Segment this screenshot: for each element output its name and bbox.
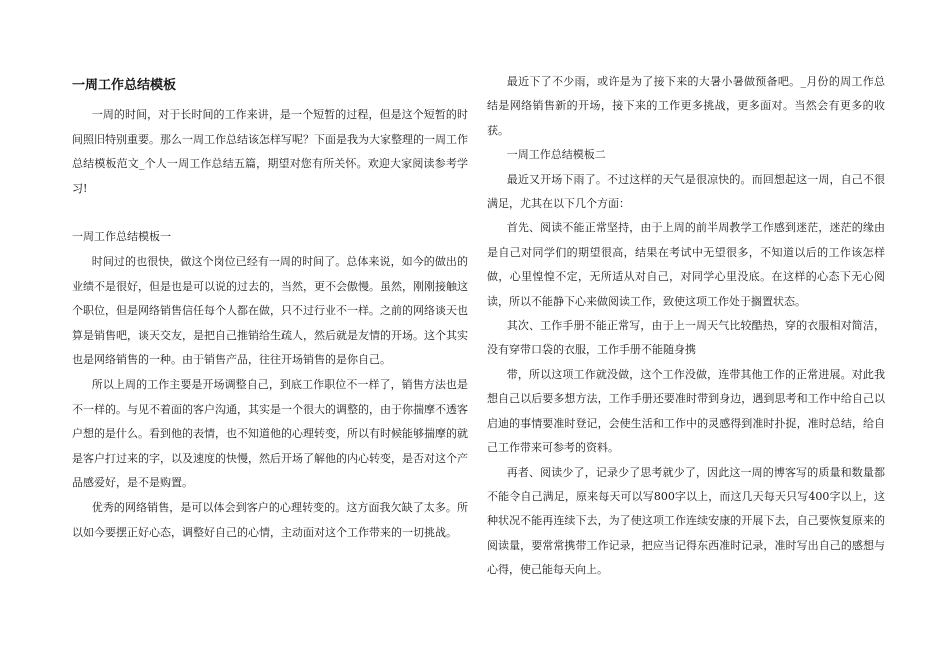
section2-paragraph-4: 带，所以这项工作就没做，这个工作没做，连带其他工作的正常进展。对此我想自己以后要多想方法，工作手册还要准时带到身边，遇到思考和工作中给自己以启迪的事情要准时登记，会使生活和工作中的灵感得到准时扑捉，准时总结，给自己工作带来可参考的资料。 <box>487 367 885 455</box>
section1-paragraph-2: 所以上周的工作主要是开场调整自己，到底工作职位不一样了，销售方法也是不一样的。与见不着面的客户沟通，其实是一个很大的调整的，由于你揣摩不透客户想的是什么。看到他的表情，也不知道他的心理转变，所以有时候能够揣摩的就是客户打过来的字，以及速度的快慢，然后开场了解他的内心转变，是否对这个产品感爱好，是不是购置。 <box>72 377 468 490</box>
document-title: 一周工作总结模板 <box>72 78 177 93</box>
section2-paragraph-5: 再者、阅读少了，记录少了思考就少了，因此这一周的博客写的质量和数量都不能令自己满足，原来每天可以写800字以上，而这几天每天只写400字以上，这种状况不能再连续下去，为了使这项工作连续安康的开展下去，自己要恢复原来的阅读量，要常常携带工作记录，把应当记得东西准时记录，准时写出自己的感想与心得，使己能每天向上。 <box>487 465 885 577</box>
section-heading-1: 一周工作总结模板一 <box>72 230 171 244</box>
section2-paragraph-1: 最近又开场下雨了。不过这样的天气是很凉快的。而回想起这一周，自己不很满足，尤其在以下几个方面： <box>487 172 885 211</box>
continuation-paragraph: 最近下了不少雨，或许是为了接下来的大暑小暑做预备吧。_月份的周工作总结是网络销售新的开场，接下来的工作更多挑战，更多面对。当然会有更多的收获。 <box>487 75 885 137</box>
section-heading-2: 一周工作总结模板二 <box>506 148 606 162</box>
section2-paragraph-3: 其次、工作手册不能正常写，由于上一周天气比较酷热，穿的衣服相对简洁，没有穿带口袋的衣服，工作手册不能随身携 <box>487 319 885 357</box>
section2-paragraph-2: 首先、阅读不能正常坚持，由于上周的前半周教学工作感到迷茫，迷茫的缘由是自己对同学们的期望很高，结果在考试中无望很多，不知道以后的工作该怎样做，心里惶惶不定，无所适从对自己，对同学心里没底。在这样的心态下无心阅读，所以不能静下心来做阅读工作，致使这项工作处于搁置状态。 <box>487 221 885 308</box>
section1-paragraph-1: 时间过的也很快，做这个岗位已经有一周的时间了。总体来说，如今的做出的业绩不是很好，但是也是可以说的过去的，当然，更不会傲慢。虽然，刚刚接触这个职位，但是网络销售信任每个人都在做，只不过行业不一样。之前的网络谈天也算是销售吧，谈天交友，是把自己推销给生疏人，然后就是友情的开场。这个其实也是网络销售的一种。由于销售产品，往往开场销售的是你自己。 <box>72 254 468 367</box>
paragraph-spacer <box>72 201 468 225</box>
right-column <box>487 70 885 583</box>
left-column <box>72 70 468 545</box>
section1-paragraph-3: 优秀的网络销售，是可以体会到客户的心理转变的。这方面我欠缺了太多。所以如今要摆正好心态，调整好自己的心情，主动面对这个工作带来的一切挑战。 <box>72 500 468 539</box>
intro-paragraph: 一周的时间，对于长时间的工作来讲，是一个短暂的过程，但是这个短暂的时间照旧特别重要。那么一周工作总结该怎样写呢？下面是我为大家整理的一周工作总结模板范文_个人一周工作总结五篇，期望对您有所关怀。欢迎大家阅读参考学习! <box>72 108 468 195</box>
